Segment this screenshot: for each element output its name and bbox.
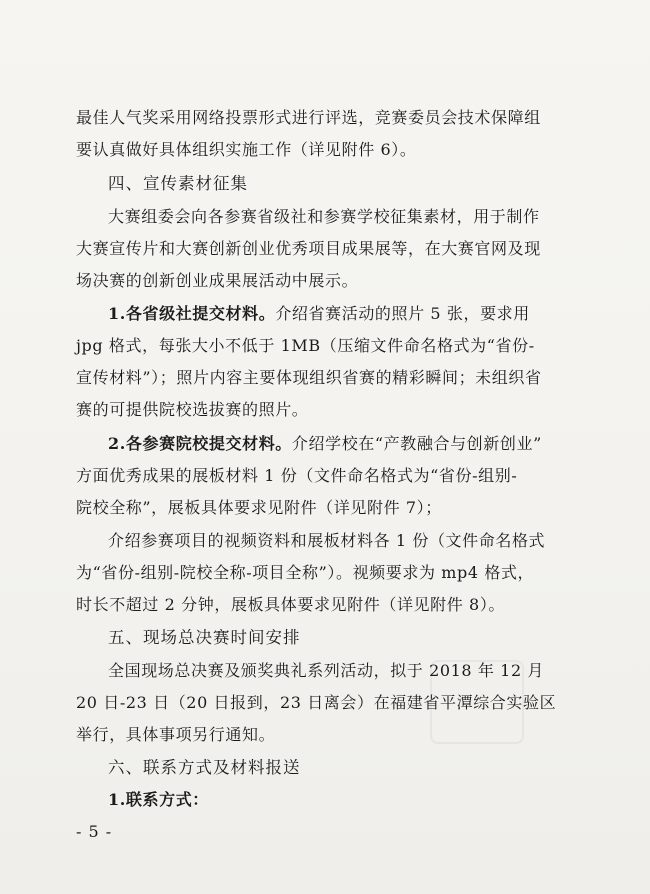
text-line: 赛的可提供院校选拔赛的照片。 [76,400,309,419]
text-run: 介绍省赛活动的照片 5 张，要求用 [275,304,530,323]
text-run: 介绍学校在“产教融合与创新创业” [291,434,542,453]
text-line: 大赛宣传片和大赛创新创业优秀项目成果展等，在大赛官网及现 [76,239,541,258]
text-line: 全国现场总决赛及颁奖典礼系列活动，拟于 2018 年 12 月 [108,661,545,680]
page-number: - 5 - [76,822,113,841]
text-line: 方面优秀成果的展板材料 1 份（文件命名格式为“省份-组别- [76,466,518,485]
text-line: 要认真做好具体组织实施工作（详见附件 6）。 [76,140,417,159]
section-heading-contact: 六、联系方式及材料报送 [108,758,301,777]
subheading-contact-info: 1.联系方式： [108,790,209,809]
text-line: jpg 格式，每张大小不低于 1MB（压缩文件命名格式为“省份- [76,336,535,355]
text-line: 20 日-23 日（20 日报到，23 日离会）在福建省平潭综合实验区 [76,693,557,712]
text-line: 介绍参赛项目的视频资料和展板材料各 1 份（文件命名格式 [108,531,546,550]
text-line: 最佳人气奖采用网络投票形式进行评选，竞赛委员会技术保障组 [76,108,541,127]
text-line: 举行，具体事项另行通知。 [76,725,276,744]
text-line: 宣传材料”）；照片内容主要体现组织省赛的精彩瞬间；未组织省 [76,368,542,387]
bold-lead-provincial: 1.各省级社提交材料。 [108,304,276,323]
bold-lead-school: 2.各参赛院校提交材料。 [108,434,292,453]
section-heading-finals-schedule: 五、现场总决赛时间安排 [108,628,301,647]
text-line: 院校全称”，展板具体要求见附件（详见附件 7）； [76,498,442,517]
text-line-provincial-materials [108,304,576,324]
text-line: 大赛组委会向各参赛省级社和参赛学校征集素材，用于制作 [108,207,540,226]
text-line-school-materials [108,434,576,454]
text-line: 场决赛的创新创业成果展活动中展示。 [76,271,359,290]
text-line: 为“省份-组别-院校全称-项目全称”）。视频要求为 mp4 格式， [76,563,535,582]
text-line: 时长不超过 2 分钟，展板具体要求见附件（详见附件 8）。 [76,595,506,614]
section-heading-promotion: 四、宣传素材征集 [108,174,248,193]
